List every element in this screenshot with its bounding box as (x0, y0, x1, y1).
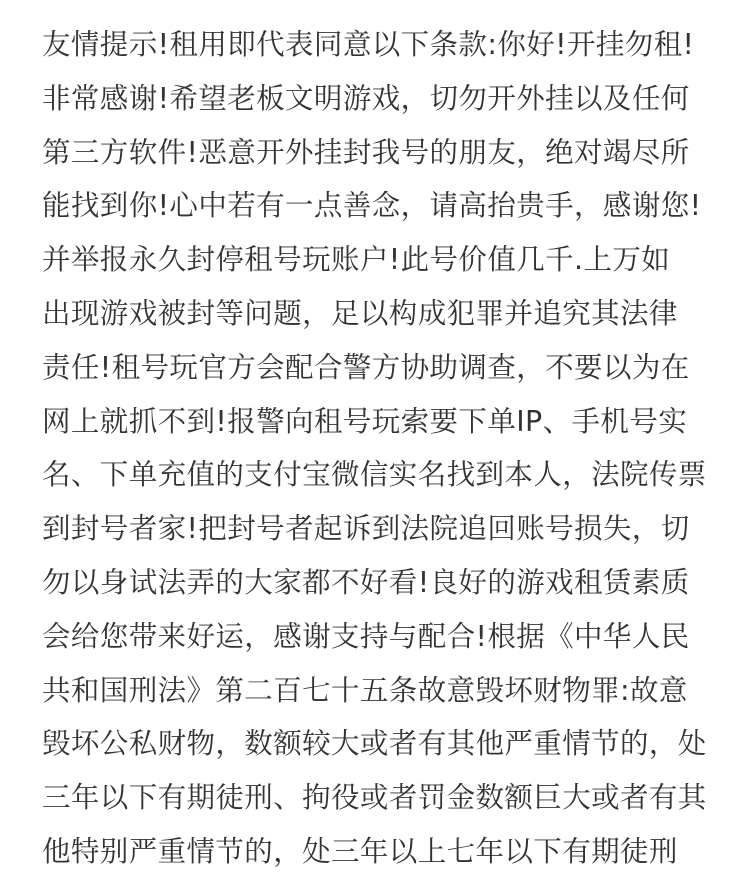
notice-line-1: 友情提示!租用即代表同意以下条款:你好!开挂勿租! (42, 28, 695, 61)
notice-line-16: 他特别严重情节的，处三年以上七年以下有期徒刑 (42, 834, 678, 868)
notice-line-9: 名、下单充值的支付宝微信实名找到本人，法院传票 (42, 458, 707, 492)
notice-line-6: 出现游戏被封等问题，足以构成犯罪并追究其法律 (42, 296, 678, 330)
notice-line-13: 共和国刑法》第二百七十五条故意毁坏财物罪:故意 (42, 673, 688, 707)
notice-line-14: 毁坏公私财物，数额较大或者有其他严重情节的，处 (42, 727, 707, 761)
notice-text-block (42, 18, 732, 879)
notice-line-10: 到封号者家!把封号者起诉到法院追回账号损失，切 (42, 512, 690, 546)
notice-line-15: 三年以下有期徒刑、拘役或者罚金数额巨大或者有其 (42, 781, 707, 815)
notice-line-12: 会给您带来好运，感谢支持与配合!根据《中华人民 (42, 619, 690, 653)
notice-line-2: 非常感谢!希望老板文明游戏，切勿开外挂以及任何 (42, 81, 690, 115)
notice-line-3: 第三方软件!恶意开外挂封我号的朋友，绝对竭尽所 (42, 135, 690, 169)
notice-line-8: 网上就抓不到!报警向租号玩索要下单IP、手机号实 (42, 404, 688, 438)
notice-line-4: 能找到你!心中若有一点善念，请高抬贵手，感谢您! (42, 189, 702, 223)
notice-line-7: 责任!租号玩官方会配合警方协助调查，不要以为在 (42, 350, 690, 384)
notice-line-5: 并举报永久封停租号玩账户!此号价值几千.上万如 (42, 243, 671, 277)
notice-line-11: 勿以身试法弄的大家都不好看!良好的游戏租赁素质 (42, 565, 690, 599)
